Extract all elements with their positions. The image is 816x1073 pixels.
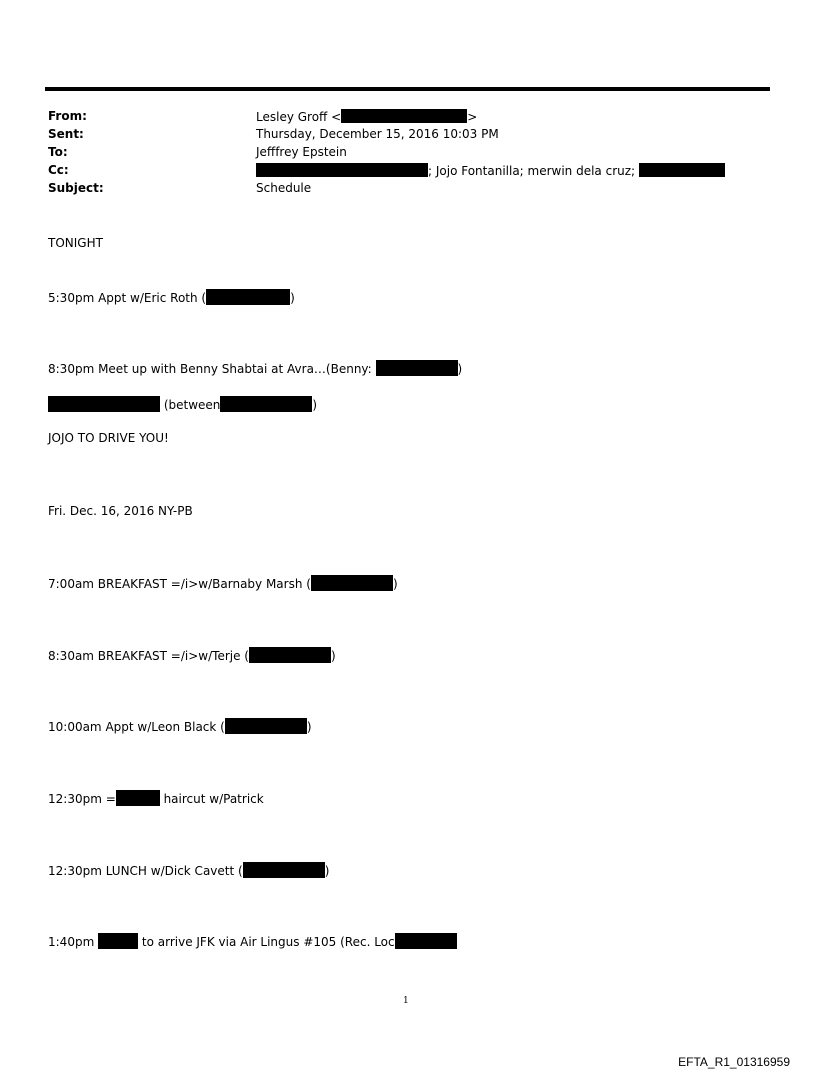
to-value: Jefffrey Epstein xyxy=(256,145,347,159)
cc-label: Cc: xyxy=(48,163,69,177)
date-heading: Fri. Dec. 16, 2016 NY-PB xyxy=(48,504,193,518)
schedule-line-between: (between ) xyxy=(48,396,317,413)
redaction xyxy=(225,718,307,734)
redaction xyxy=(243,862,325,878)
from-name: Lesley Groff < xyxy=(256,110,342,124)
schedule-line-leon-black: 10:00am Appt w/Leon Black ( ) xyxy=(48,720,312,734)
bates-number: EFTA_R1_01316959 xyxy=(678,1055,790,1069)
redaction xyxy=(395,933,457,949)
cc-names: ; Jojo Fontanilla; merwin dela cruz; xyxy=(428,164,636,178)
schedule-line-barnaby: 7:00am BREAKFAST =/i>w/Barnaby Marsh ( ) xyxy=(48,577,398,591)
header-rule xyxy=(45,87,770,91)
redaction xyxy=(311,575,393,591)
schedule-line-benny: 8:30pm Meet up with Benny Shabtai at Avra…(Benny: ) xyxy=(48,362,463,376)
schedule-line-eric-roth: 5:30pm Appt w/Eric Roth ( ) xyxy=(48,291,295,305)
redaction xyxy=(376,360,458,376)
sent-value: Thursday, December 15, 2016 10:03 PM xyxy=(256,127,499,141)
from-label: From: xyxy=(48,109,87,123)
schedule-line-terje: 8:30am BREAKFAST =/i>w/Terje ( ) xyxy=(48,649,336,663)
subject-label: Subject: xyxy=(48,181,104,195)
redaction xyxy=(256,163,428,177)
from-close: > xyxy=(467,110,478,124)
tonight-heading: TONIGHT xyxy=(48,236,103,250)
redaction xyxy=(48,396,160,412)
redaction xyxy=(220,396,312,412)
schedule-line-haircut: 12:30pm = haircut w/Patrick xyxy=(48,792,264,806)
jojo-note: JOJO TO DRIVE YOU! xyxy=(48,431,169,445)
redaction xyxy=(206,289,290,305)
redaction xyxy=(116,790,160,806)
redaction xyxy=(341,109,467,123)
page-number: 1 xyxy=(403,996,409,1006)
redaction xyxy=(98,933,138,949)
redaction xyxy=(639,163,725,177)
schedule-line-dick-cavett: 12:30pm LUNCH w/Dick Cavett ( ) xyxy=(48,864,330,878)
redaction xyxy=(249,647,331,663)
cc-value xyxy=(256,163,725,178)
schedule-line-flight: 1:40pm to arrive JFK via Air Lingus #105 (Rec. Loc xyxy=(48,933,457,950)
to-label: To: xyxy=(48,145,68,159)
subject-value: Schedule xyxy=(256,181,312,195)
sent-label: Sent: xyxy=(48,127,84,141)
from-value xyxy=(256,109,477,124)
